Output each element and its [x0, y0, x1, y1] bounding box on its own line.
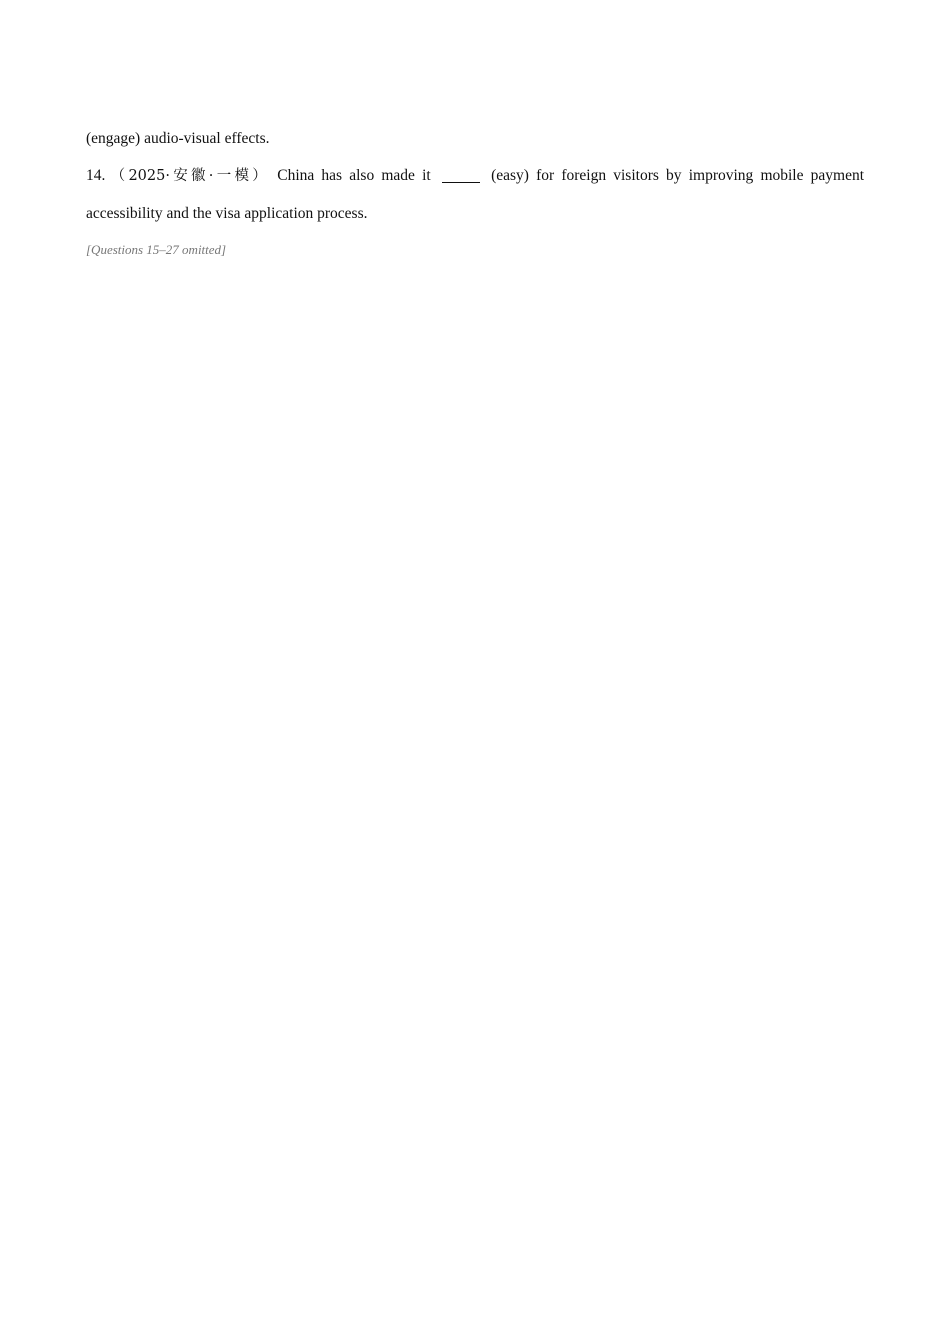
question-text: China has also made it: [277, 167, 431, 184]
document-page: [86, 120, 864, 271]
continuation-line: (engage) audio-visual effects.: [86, 130, 270, 147]
question-14: [86, 157, 864, 232]
question-hint: (easy) for foreign visitors by improving mobile payment accessibility and the visa application process.: [86, 167, 865, 222]
question-number: 14.: [86, 167, 106, 184]
question-source: （2025·安徽·一模）: [107, 168, 271, 184]
omitted-note: [Questions 15–27 omitted]: [86, 242, 227, 257]
answer-blank[interactable]: [442, 167, 480, 184]
